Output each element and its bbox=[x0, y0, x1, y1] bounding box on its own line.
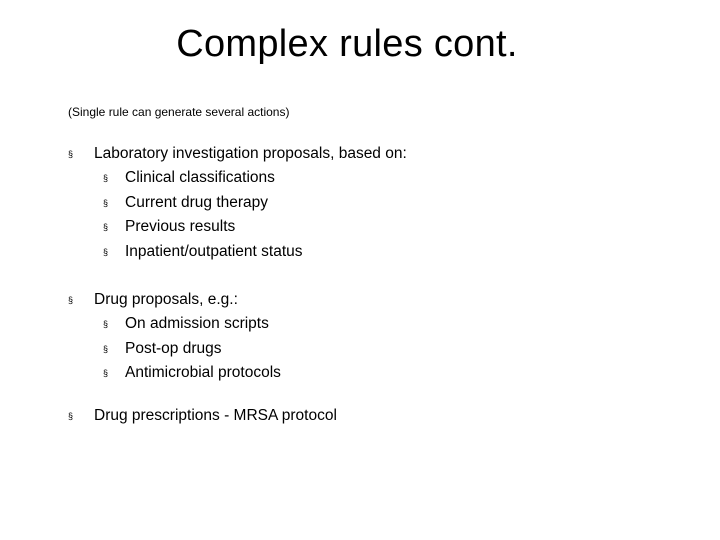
sub-bullet-text: Current drug therapy bbox=[125, 193, 269, 211]
bullet-group-drug-prescriptions bbox=[68, 404, 688, 428]
sub-bullet-item bbox=[68, 191, 688, 216]
sub-bullet-text: Clinical classifications bbox=[125, 169, 275, 186]
slide-title: Complex rules cont. bbox=[176, 23, 518, 65]
sub-bullet-item bbox=[68, 240, 688, 265]
bullet-marker-icon: § bbox=[103, 173, 109, 183]
bullet-text: Drug prescriptions - MRSA protocol bbox=[94, 407, 337, 424]
bullet-marker-icon: § bbox=[103, 222, 109, 232]
slide-subtitle: (Single rule can generate several actions) bbox=[68, 105, 290, 119]
bullet-text: Drug proposals, e.g.: bbox=[94, 291, 238, 308]
bullet-marker-icon: § bbox=[103, 319, 109, 329]
sub-bullet-text: Antimicrobial protocols bbox=[125, 364, 281, 381]
bullet-item bbox=[68, 404, 688, 428]
sub-bullet-text: Previous results bbox=[125, 218, 236, 235]
sub-bullet-text: On admission scripts bbox=[125, 315, 269, 332]
bullet-marker-icon: § bbox=[68, 411, 74, 421]
sub-bullet-item bbox=[68, 312, 688, 337]
bullet-item bbox=[68, 142, 688, 166]
bullet-marker-icon: § bbox=[103, 368, 109, 378]
sub-bullet-item bbox=[68, 215, 688, 240]
bullet-marker-icon: § bbox=[103, 246, 109, 257]
sub-bullet-text: Post-op drugs bbox=[125, 339, 222, 357]
bullet-marker-icon: § bbox=[68, 149, 74, 159]
bullet-marker-icon: § bbox=[103, 197, 109, 208]
bullet-item bbox=[68, 288, 688, 312]
bullet-group-drug-proposals bbox=[68, 288, 688, 386]
bullet-text: Laboratory investigation proposals, based on: bbox=[94, 145, 407, 162]
bullet-group-lab-proposals bbox=[68, 142, 688, 264]
sub-bullet-item bbox=[68, 361, 688, 386]
bullet-marker-icon: § bbox=[103, 343, 109, 354]
sub-bullet-item bbox=[68, 337, 688, 362]
bullet-marker-icon: § bbox=[68, 295, 74, 305]
sub-bullet-text: Inpatient/outpatient status bbox=[125, 242, 303, 260]
sub-bullet-item bbox=[68, 166, 688, 191]
